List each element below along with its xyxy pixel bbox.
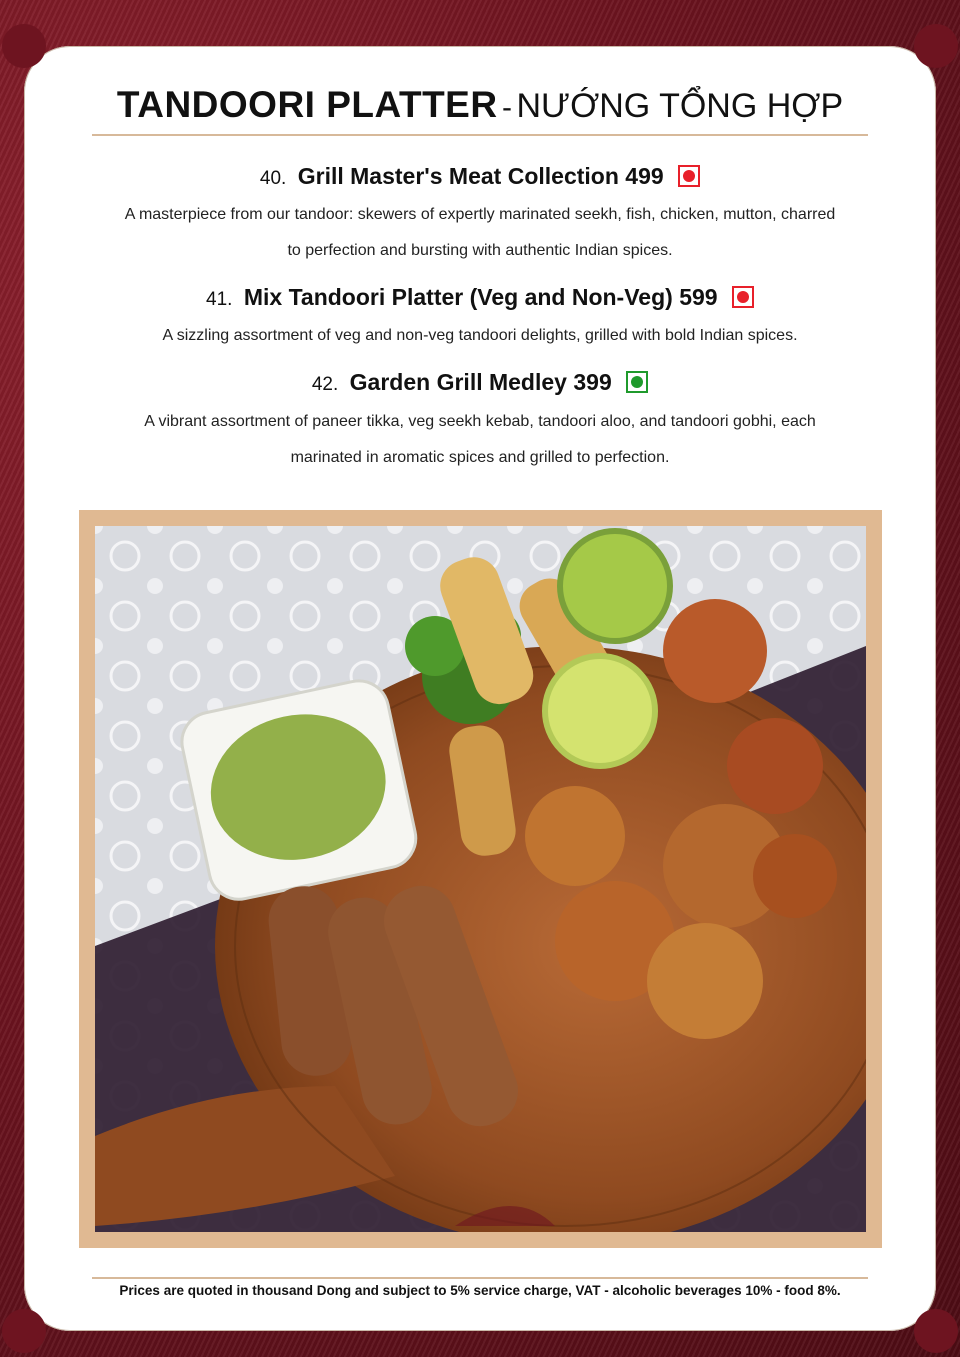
item-price: 599: [679, 284, 718, 310]
non-veg-icon: [678, 165, 700, 187]
description-line: A vibrant assortment of paneer tikka, veg seekh kebab, tandoori aloo, and tandoori gobhi, each: [144, 413, 816, 430]
item-number: 42.: [311, 374, 339, 395]
description-line: marinated in aromatic spices and grilled to perfection.: [290, 449, 670, 466]
page-title: [92, 84, 868, 136]
menu-item-title: [0, 369, 960, 396]
non-veg-icon: [732, 286, 754, 308]
item-description: [80, 197, 880, 269]
food-photo-frame: [79, 510, 882, 1248]
footer-note: Prices are quoted in thousand Dong and subject to 5% service charge, VAT - alcoholic beverages 10% - food 8%.: [119, 1283, 841, 1298]
veg-icon: [626, 371, 648, 393]
item-number: 40.: [259, 168, 287, 189]
item-name: Grill Master's Meat Collection: [297, 163, 619, 189]
item-name: Garden Grill Medley: [349, 369, 567, 395]
item-number: 41.: [206, 289, 233, 310]
menu-item-title: [0, 163, 960, 190]
item-description: [80, 318, 880, 354]
title-main: TANDOORI PLATTER: [116, 84, 498, 125]
footer-divider: [92, 1277, 868, 1279]
title-vietnamese: NƯỚNG TỔNG HỢP: [516, 87, 844, 125]
card-corner-notch: [914, 24, 958, 68]
card-corner-notch: [2, 1309, 46, 1353]
description-line: to perfection and bursting with authentic Indian spices.: [287, 242, 673, 259]
tandoori-platter-photo: [95, 526, 866, 1232]
item-name: Mix Tandoori Platter (Veg and Non-Veg): [243, 284, 673, 310]
description-line: A sizzling assortment of veg and non-veg tandoori delights, grilled with bold Indian spices.: [162, 327, 798, 344]
title-separator: -: [502, 91, 513, 124]
card-corner-notch: [2, 24, 46, 68]
item-description: [80, 404, 880, 476]
item-price: 499: [625, 163, 664, 189]
card-corner-notch: [914, 1309, 958, 1353]
menu-item-title: [0, 284, 960, 311]
platter-illustration: [95, 526, 866, 1232]
item-price: 399: [573, 369, 612, 395]
description-line: A masterpiece from our tandoor: skewers of expertly marinated seekh, fish, chicken, mutton, charred: [124, 206, 836, 223]
